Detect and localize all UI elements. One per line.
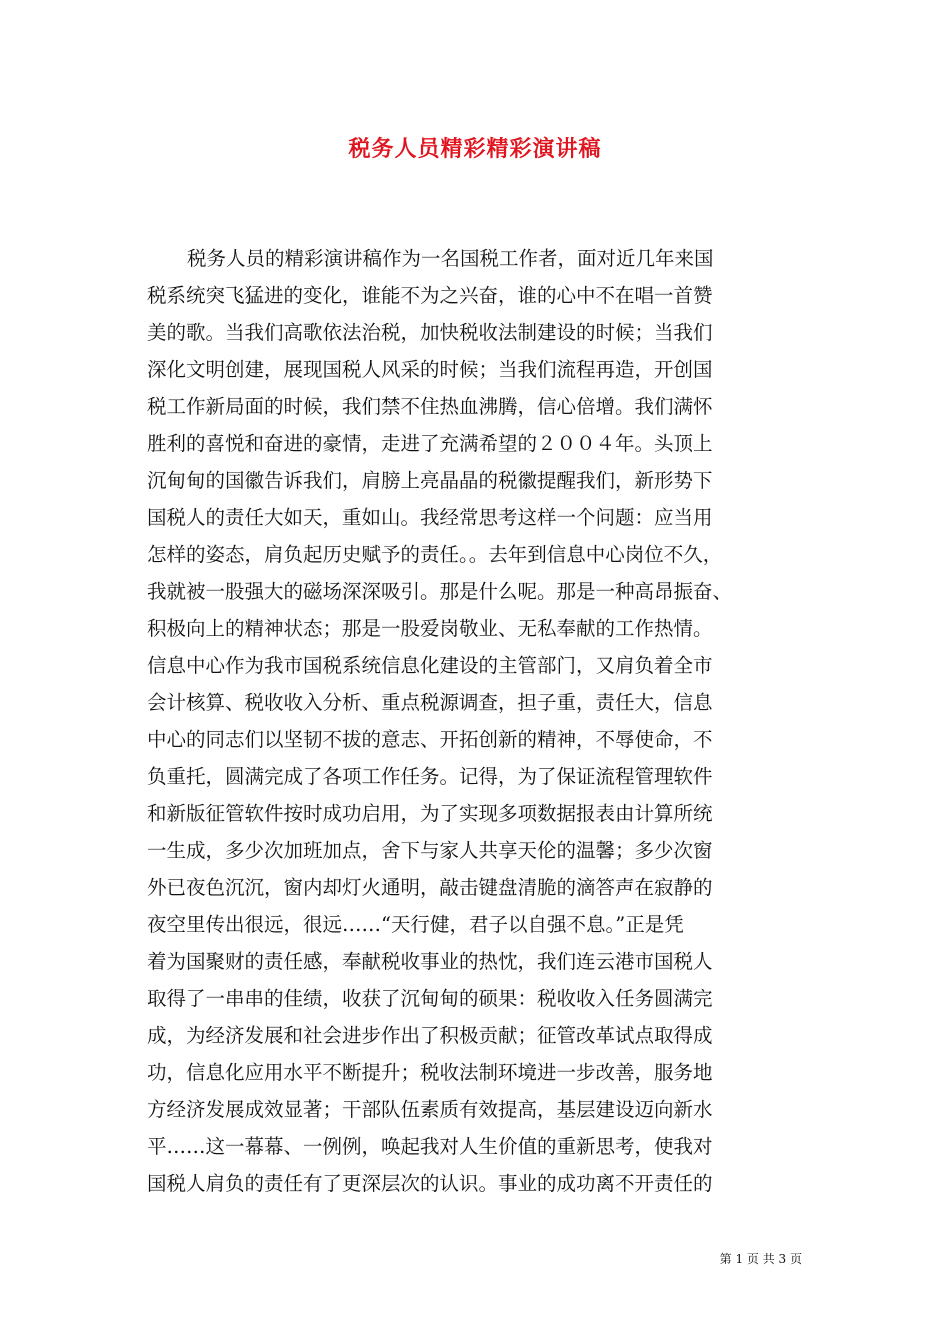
body-line: 着为国聚财的责任感，奉献税收事业的热忱，我们连云港市国税人 <box>147 950 713 973</box>
body-line: 美的歌。当我们高歌依法治税，加快税收法制建设的时候；当我们 <box>147 321 713 344</box>
body-line: 和新版征管软件按时成功启用，为了实现多项数据报表由计算所统 <box>147 802 713 825</box>
body-line: 税工作新局面的时候，我们禁不住热血沸腾，信心倍增。我们满怀 <box>147 395 713 418</box>
body-line: 积极向上的精神状态；那是一股爱岗敬业、无私奉献的工作热情。 <box>147 617 713 640</box>
body-line: 取得了一串串的佳绩，收获了沉甸甸的硕果：税收收入任务圆满完 <box>147 987 713 1010</box>
body-line: 外已夜色沉沉，窗内却灯火通明，敲击键盘清脆的滴答声在寂静的 <box>147 876 713 899</box>
body-line: 税系统突飞猛进的变化，谁能不为之兴奋，谁的心中不在唱一首赞 <box>147 284 713 307</box>
body-line: 信息中心作为我市国税系统信息化建设的主管部门，又肩负着全市 <box>147 654 713 677</box>
body-line: 负重托，圆满完成了各项工作任务。记得，为了保证流程管理软件 <box>147 765 713 788</box>
body-line: 会计核算、税收收入分析、重点税源调查，担子重，责任大，信息 <box>147 691 713 714</box>
body-line: 平……这一幕幕、一例例，唤起我对人生价值的重新思考，使我对 <box>147 1135 713 1158</box>
body-line: 成，为经济发展和社会进步作出了积极贡献；征管改革试点取得成 <box>147 1024 713 1047</box>
page-number: 第 1 页 共 3 页 <box>719 1252 802 1266</box>
document-title: 税务人员精彩精彩演讲稿 <box>348 136 602 162</box>
document-body <box>147 240 809 1202</box>
body-line: 一生成，多少次加班加点，舍下与家人共享天伦的温馨；多少次窗 <box>147 839 713 862</box>
body-line: 功，信息化应用水平不断提升；税收法制环境进一步改善，服务地 <box>147 1061 713 1084</box>
body-line: 税务人员的精彩演讲稿作为一名国税工作者，面对近几年来国 <box>187 247 714 270</box>
body-line: 深化文明创建，展现国税人风采的时候；当我们流程再造，开创国 <box>147 358 713 381</box>
body-line: 中心的同志们以坚韧不拔的意志、开拓创新的精神，不辱使命，不 <box>147 728 713 751</box>
body-line: 怎样的姿态，肩负起历史赋予的责任。。去年到信息中心岗位不久， <box>147 543 723 566</box>
body-line: 夜空里传出很远，很远……“天行健，君子以自强不息。”正是凭 <box>147 913 684 936</box>
body-line: 国税人的责任大如天，重如山。我经常思考这样一个问题：应当用 <box>147 506 713 529</box>
body-line: 方经济发展成效显著；干部队伍素质有效提高，基层建设迈向新水 <box>147 1098 713 1121</box>
body-line: 国税人肩负的责任有了更深层次的认识。事业的成功离不开责任的 <box>147 1172 713 1195</box>
body-line: 沉甸甸的国徽告诉我们，肩膀上亮晶晶的税徽提醒我们，新形势下 <box>147 469 713 492</box>
body-line: 胜利的喜悦和奋进的豪情，走进了充满希望的２００４年。头顶上 <box>147 432 713 455</box>
body-line: 我就被一股强大的磁场深深吸引。那是什么呢。那是一种高昂振奋、 <box>147 580 733 603</box>
